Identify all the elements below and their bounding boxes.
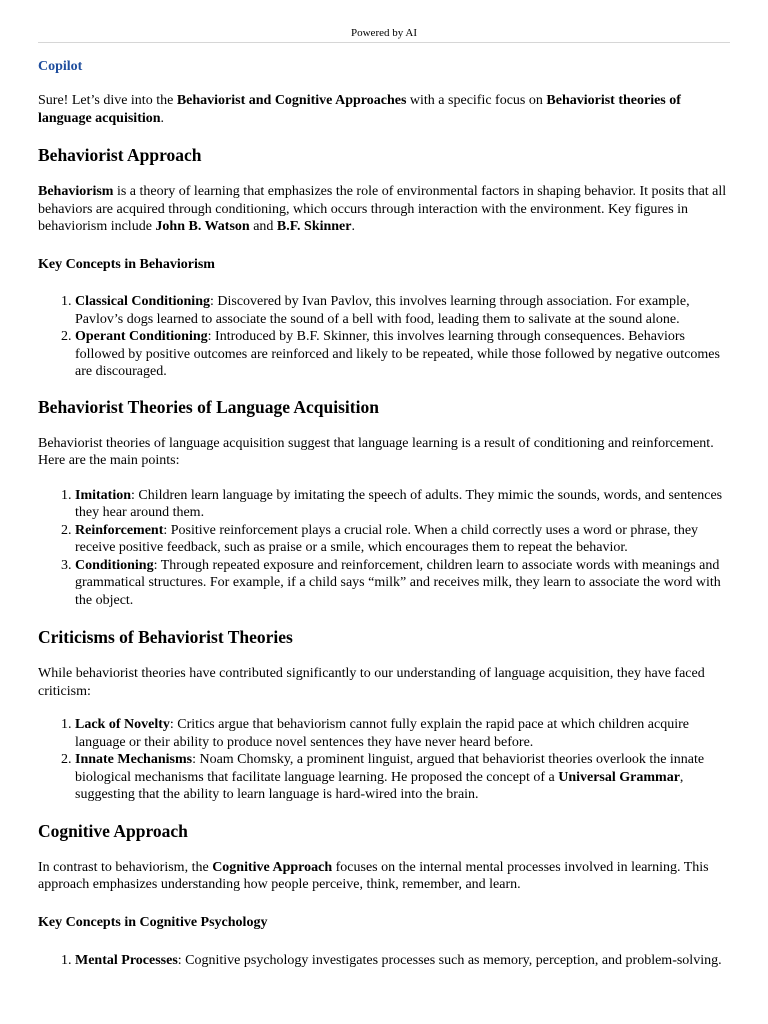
behaviorism-text-1: is a theory of learning that emphasizes the role of environmental factors in shaping behavior. It posits that all behaviors are acquired through conditioning, which occurs through interaction with the environment. Key figures in behaviorism include — [38, 184, 727, 234]
list-item-term: Mental Processes — [75, 953, 178, 968]
list-item — [75, 952, 730, 970]
list-item — [75, 328, 730, 381]
list-item-text: : Children learn language by imitating the speech of adults. They mimic the sounds, words, and sentences they hear around them. — [75, 487, 723, 520]
list-item-term: Classical Conditioning — [75, 294, 210, 309]
list-item — [75, 716, 730, 751]
list-item-term: Imitation — [75, 487, 131, 503]
language-acquisition-list — [38, 487, 730, 610]
criticisms-list — [38, 716, 730, 804]
cognitive-approach-term: Cognitive Approach — [212, 859, 333, 875]
watson-name: John B. Watson — [155, 219, 250, 234]
list-item-text: : Discovered by Ivan Pavlov, this involves learning through association. For example, Pavlov’s dogs learned to associate the sound of a bell with food, leading them to salivate at the sound alone. — [75, 294, 690, 327]
cognitive-concepts-list — [38, 952, 730, 970]
behaviorism-text-2: and — [249, 219, 277, 234]
skinner-name: B.F. Skinner — [276, 219, 352, 234]
list-item-text: : Cognitive psychology investigates processes such as memory, perception, and problem-solving. — [177, 953, 722, 968]
list-item-term: Lack of Novelty — [75, 717, 170, 732]
list-item — [75, 557, 730, 610]
criticisms-paragraph: While behaviorist theories have contributed significantly to our understanding of language acquisition, they have faced criticism: — [38, 666, 705, 699]
language-acquisition-heading: Behaviorist Theories of Language Acquisition — [38, 396, 379, 417]
list-item — [75, 522, 730, 557]
list-item — [75, 293, 730, 328]
key-concepts-cognitive-heading: Key Concepts in Cognitive Psychology — [38, 914, 268, 930]
universal-grammar-term: Universal Grammar — [558, 769, 680, 785]
list-item — [75, 751, 730, 804]
cognitive-paragraph — [38, 859, 730, 894]
list-item-term: Operant Conditioning — [75, 329, 208, 344]
list-item-text: : Positive reinforcement plays a crucial role. When a child correctly uses a word or phrase, they receive positive feedback, such as praise or a smile, which encourages them to repeat the behavior. — [75, 522, 699, 555]
list-item-term: Innate Mechanisms — [75, 752, 193, 767]
intro-text-2: with a specific focus on — [406, 93, 547, 108]
intro-text-1: Sure! Let’s dive into the — [38, 93, 177, 108]
list-item-text: : Introduced by B.F. Skinner, this involves learning through consequences. Behaviors followed by positive outcomes are reinforced and likely to be repeated, while those followed by negative outcomes are discouraged. — [75, 329, 720, 379]
cognitive-text-2: focuses on the internal mental processes involved in learning. This approach emphasizes understanding how people perceive, think, remember, and learn. — [38, 859, 709, 892]
intro-text-3: . — [160, 110, 165, 126]
chat-response — [38, 58, 730, 970]
list-item — [75, 487, 730, 522]
list-item-text: : Through repeated exposure and reinforcement, children learn to associate words with meanings and grammatical structures. For example, if a child says “milk” and receives milk, they learn to associate the word with the object. — [75, 557, 721, 608]
copilot-label: Copilot — [38, 59, 83, 74]
cognitive-text-1: In contrast to behaviorism, the — [38, 859, 213, 875]
intro-bold-1: Behaviorist and Cognitive Approaches — [176, 93, 407, 108]
behaviorism-paragraph — [38, 183, 730, 236]
list-item-term: Reinforcement — [75, 522, 164, 538]
list-item-term: Conditioning — [75, 557, 154, 573]
behaviorism-text-3: . — [351, 219, 355, 234]
list-item-text: : Noam Chomsky, a prominent linguist, argued that behaviorist theories overlook the innate biological mechanisms that facilitate language learning. He proposed the concept of a — [75, 752, 705, 785]
intro-paragraph — [38, 92, 730, 127]
behaviorism-concepts-list — [38, 293, 730, 381]
cognitive-approach-heading: Cognitive Approach — [38, 820, 188, 841]
list-item-text: : Critics argue that behaviorism cannot fully explain the rapid pace at which children acquire language or their ability to produce novel sentences they have never heard before. — [75, 717, 690, 750]
list-item-text: , suggesting that the ability to learn language is hard-wired into the brain. — [75, 769, 684, 802]
behaviorism-term: Behaviorism — [38, 184, 114, 199]
behaviorist-approach-heading: Behaviorist Approach — [38, 145, 202, 165]
intro-bold-2: Behaviorist theories of language acquisition — [38, 93, 681, 126]
powered-by-header: Powered by AI — [38, 27, 730, 43]
key-concepts-behaviorism-heading: Key Concepts in Behaviorism — [38, 256, 215, 272]
criticisms-heading: Criticisms of Behaviorist Theories — [38, 627, 293, 647]
language-acquisition-paragraph: Behaviorist theories of language acquisition suggest that language learning is a result of conditioning and reinforcement. Here are the main points: — [38, 435, 714, 468]
